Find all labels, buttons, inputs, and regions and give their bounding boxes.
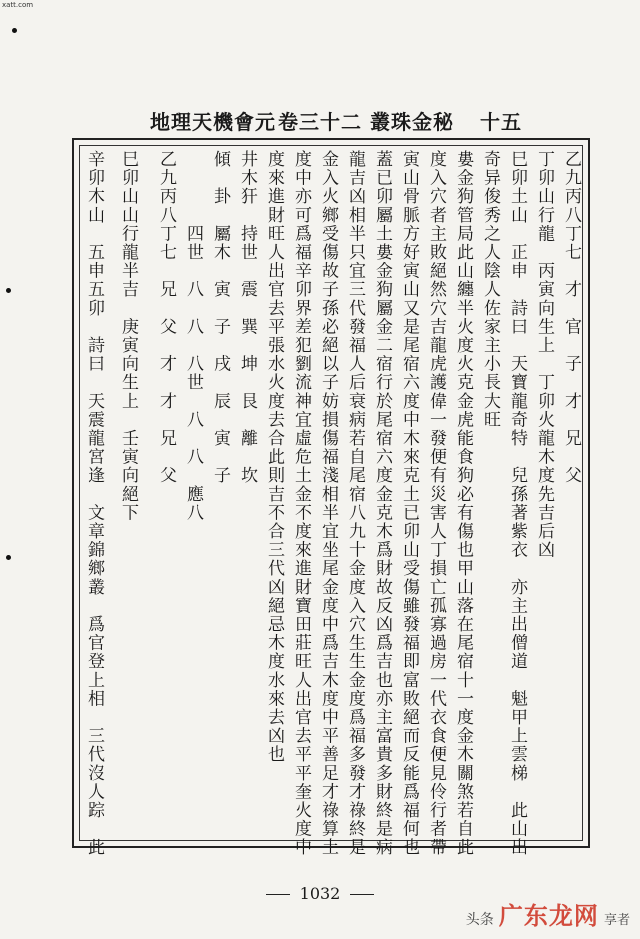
text-column: 寅山骨脈方好寅山又是尾宿六度中木來克土已卯山受傷雖發福即富敗絕而反能爲福何也 xyxy=(399,150,419,857)
text-column: 井木犴 持世 震 巽 坤 艮 離 坎 xyxy=(237,150,257,485)
text-column: 巳卯土山 正申 詩曰 天寶龍奇特 兒孫著紫衣 亦主出僧道 魁甲上雲梯 此山出 xyxy=(507,150,527,857)
watermark-suffix: 享者 xyxy=(603,913,630,928)
text-column: 四世 八 八 八世 八 八 應八 xyxy=(183,150,203,522)
watermark-prefix: 头条 xyxy=(465,912,494,928)
page-number: 1032 xyxy=(299,884,341,903)
text-column: 龍吉凶相半只宜三代發福人后衰病若自尾宿八九十金度入穴生生金度爲福多發才祿終是 xyxy=(345,150,365,857)
series-label: 叢珠金秘 xyxy=(370,110,454,134)
page-header xyxy=(70,104,590,134)
watermark xyxy=(466,896,630,931)
volume-label: 卷三十二 xyxy=(278,110,362,134)
text-column: 乙九丙八丁七 才 官 子 才 兄 父 xyxy=(561,150,581,485)
text-column: 蓋已卯屬土婁金狗屬金二宿行於尾宿六度金克木爲財故反凶爲吉也亦主富貴多財終是病 xyxy=(372,150,392,857)
corner-mark: xatt.com xyxy=(2,1,34,9)
text-column: 度來進財旺人出官去平張水火度去合此則吉不合三代凶絕忌木度水來去凶也 xyxy=(264,150,284,764)
text-column: 金入火鄉受傷故子孫必絕以子妨損傷福淺相半宜坐尾金度中爲吉木度中平善足才祿算土 xyxy=(318,150,338,857)
page-label: 十五 xyxy=(480,110,522,134)
text-column: 辛卯木山 五申五卯 詩曰 天震龍宮逢 文章錦鄉叢 爲官登上相 三代沒人踪 此 xyxy=(84,150,104,857)
binding-hole-mark xyxy=(6,288,11,293)
text-column: 巳卯山山行龍半吉 庚寅向生上 壬寅向絕下 xyxy=(118,150,138,522)
text-column: 婁金狗管局此山纏半火度火克金虎能食狗必有傷也甲山落在尾宿十一度金木關煞若自此 xyxy=(453,150,473,857)
text-column: 傾 卦 屬木 寅 子 戌 辰 寅 子 xyxy=(210,150,230,485)
text-column: 奇异俊秀之人陰人佐家主小長大旺 xyxy=(480,150,500,429)
binding-hole-mark xyxy=(12,28,17,33)
text-column: 度入穴者主敗絕然穴吉龍虎護偉一發便有災害人丁損亡孤寡過房一代衣食便見伶行者帶 xyxy=(426,150,446,857)
text-column: 乙九丙八丁七 兄 父 才 才 兄 父 xyxy=(156,150,176,485)
text-column: 度中亦可爲福辛卯界差犯劉流神宜虛危土金不度來進財寶田莊旺人出官去平平奎火度中 xyxy=(291,150,311,857)
text-column: 丁卯山行龍 丙寅向生上 丁卯火龍木度先吉后凶 xyxy=(534,150,554,560)
footer-dash xyxy=(350,894,374,895)
book-title: 地理天機會元 xyxy=(150,110,276,134)
binding-hole-mark xyxy=(6,555,11,560)
footer-dash xyxy=(266,894,290,895)
watermark-logo-text: 广东龙网 xyxy=(498,902,599,930)
